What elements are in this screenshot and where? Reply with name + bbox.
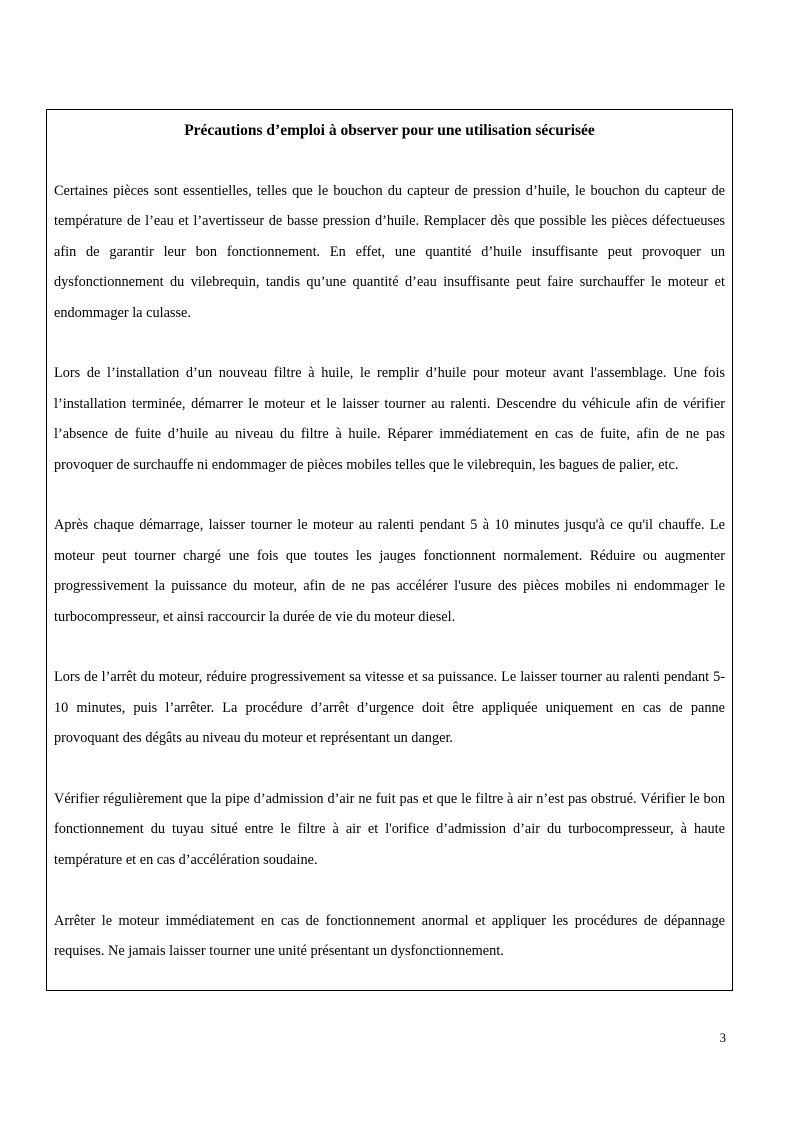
safety-precautions-box [46, 109, 733, 991]
section-title: Précautions d’emploi à observer pour une utilisation sécurisée [184, 122, 595, 139]
paragraph-shutdown: Lors de l’arrêt du moteur, réduire progressivement sa vitesse et sa puissance. Le laisser tourner au ralenti pendant 5-10 minutes, puis l’arrêter. La procédure d’arrêt d’urgence doit être appliquée uniquement en cas de panne provoquant des dégâts au niveau du moteur et représentant un danger. [54, 669, 725, 747]
paragraph-startup: Après chaque démarrage, laisser tourner le moteur au ralenti pendant 5 à 10 minutes jusqu'à ce qu'il chauffe. Le moteur peut tourner chargé une fois que toutes les jauges fonctionnent normalement. Réduire ou augmenter progressivement la puissance du moteur, afin de ne pas accélérer l'usure des pièces mobiles ni endommager le turbocompresseur, et ainsi raccourcir la durée de vie du moteur diesel. [54, 517, 725, 625]
paragraph-oil-filter: Lors de l’installation d’un nouveau filtre à huile, le remplir d’huile pour moteur avant l'assemblage. Une fois l’installation terminée, démarrer le moteur et le laisser tourner au ralenti. Descendre du véhicule afin de vérifier l’absence de fuite d’huile au niveau du filtre à huile. Réparer immédiatement en cas de fuite, afin de ne pas provoquer de surchauffe ni endommager de pièces mobiles telles que le vilebrequin, les bagues de palier, etc. [54, 365, 725, 473]
paragraph-essential-parts: Certaines pièces sont essentielles, telles que le bouchon du capteur de pression d’huile, le bouchon du capteur de température de l’eau et l’avertisseur de basse pression d’huile. Remplacer dès que possible les pièces défectueuses afin de garantir leur bon fonctionnement. En effet, une quantité d’huile insuffisante peut provoquer un dysfonctionnement du vilebrequin, tandis qu’une quantité d’eau insuffisante peut faire surchauffer le moteur et endommager la culasse. [54, 183, 725, 321]
page-number: 3 [719, 1031, 726, 1045]
paragraph-abnormal-operation: Arrêter le moteur immédiatement en cas de fonctionnement anormal et appliquer les procédures de dépannage requises. Ne jamais laisser tourner une unité présentant un dysfonctionnement. [54, 912, 725, 960]
paragraph-air-intake: Vérifier régulièrement que la pipe d’admission d’air ne fuit pas et que le filtre à air n’est pas obstrué. Vérifier le bon fonctionnement du tuyau situé entre le filtre à air et l'orifice d’admission d’air du turbocompresseur, à haute température et en cas d’accélération soudaine. [54, 791, 725, 868]
